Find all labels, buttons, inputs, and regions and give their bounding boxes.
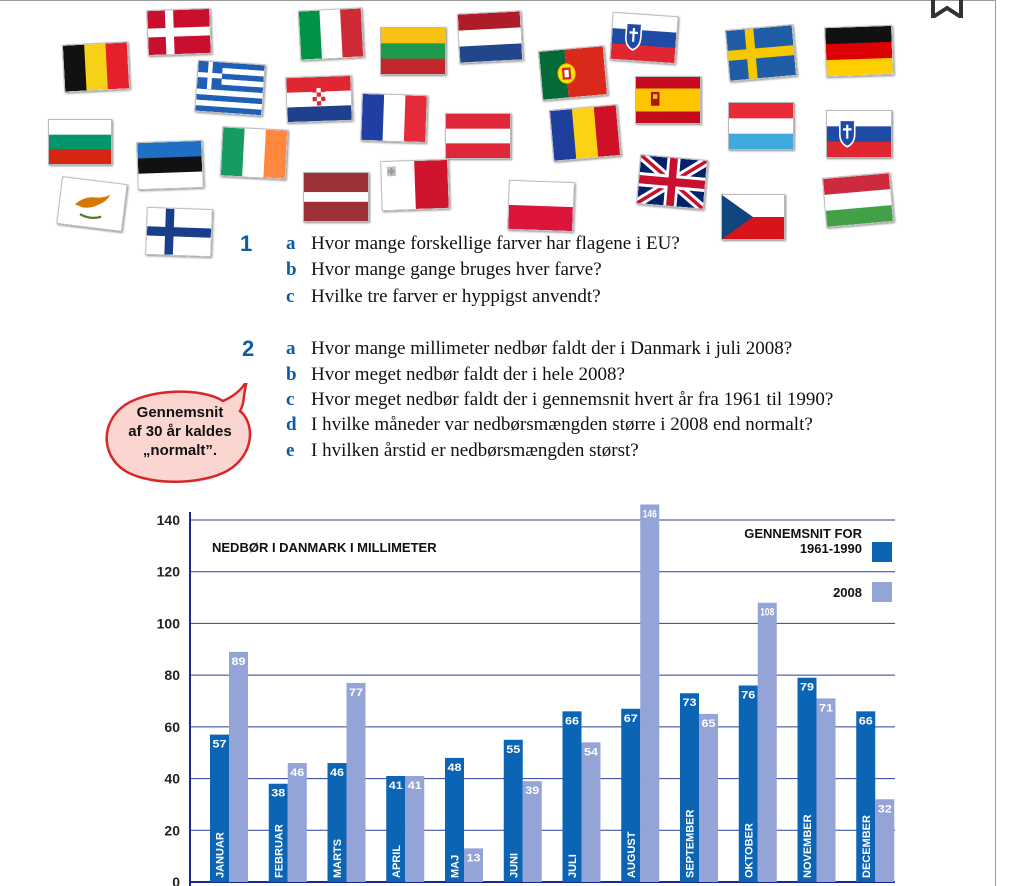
top-border	[0, 0, 995, 1]
question-letter: b	[286, 364, 297, 385]
flag-sweden	[725, 24, 797, 82]
month-label: OKTOBER	[743, 823, 756, 878]
question-letter: a	[286, 338, 296, 359]
y-tick-label: 0	[172, 874, 180, 886]
value-label: 89	[231, 655, 246, 668]
bubble-text	[105, 403, 255, 460]
bar-2008	[229, 652, 248, 882]
y-tick-label: 80	[164, 667, 180, 684]
bar-2008	[817, 698, 836, 882]
y-tick-label: 120	[156, 563, 180, 580]
question-text: Hvor meget nedbør faldt der i hele 2008?	[311, 364, 625, 385]
question-text: Hvor mange gange bruges hver farve?	[311, 259, 602, 280]
value-label: 38	[271, 787, 286, 800]
legend-label: GENNEMSNIT FOR	[744, 526, 862, 541]
flag-netherlands	[457, 10, 524, 63]
flag-latvia	[303, 172, 369, 222]
speech-bubble	[105, 383, 255, 483]
month-label: MAJ	[449, 854, 462, 878]
flag-italy	[298, 7, 365, 60]
bar-2008	[347, 683, 366, 882]
y-tick-label: 20	[164, 822, 180, 839]
flag-cyprus	[56, 176, 127, 232]
value-label: 71	[819, 702, 833, 715]
flag-belgium	[62, 41, 130, 92]
value-label: 39	[525, 785, 540, 798]
y-tick-label: 100	[156, 615, 180, 632]
flag-romania	[549, 104, 621, 162]
value-label: 108	[760, 606, 775, 619]
bubble-line: „normalt”.	[142, 442, 218, 459]
flag-spain	[635, 76, 701, 124]
question-text: Hvor mange forskellige farver har flagene i EU?	[311, 233, 680, 254]
flag-slovenia	[609, 12, 678, 64]
flag-estonia	[136, 140, 204, 190]
flag-portugal	[538, 45, 608, 101]
question-letter: d	[286, 414, 297, 435]
flag-czech-republic	[721, 194, 785, 240]
legend-swatch	[872, 582, 892, 602]
value-label: 46	[290, 767, 305, 780]
flag-finland	[145, 207, 213, 257]
flag-slovakia	[826, 110, 892, 158]
month-label: DECEMBER	[860, 815, 873, 878]
flag-united-kingdom	[636, 154, 708, 210]
bar-2008	[699, 714, 718, 882]
value-label: 146	[642, 508, 657, 521]
bubble-line: af 30 år kaldes	[128, 423, 232, 440]
flag-croatia	[285, 75, 353, 123]
month-label: FEBRUAR	[273, 824, 286, 878]
flag-poland	[507, 180, 575, 232]
month-label: AUGUST	[625, 831, 638, 878]
question-number: 2	[242, 336, 255, 361]
month-label: NOVEMBER	[802, 814, 814, 878]
month-label: JANUAR	[214, 832, 227, 878]
y-tick-label: 40	[164, 770, 180, 787]
month-label: JUNI	[508, 852, 521, 878]
precipitation-chart	[140, 500, 900, 886]
bar-2008	[640, 504, 659, 882]
question-text: I hvilken årstid er nedbørsmængden størst?	[311, 440, 639, 461]
value-label: 48	[447, 761, 462, 774]
question-letter: e	[286, 440, 295, 461]
legend-label: 2008	[833, 585, 862, 600]
value-label: 41	[388, 779, 403, 792]
flag-hungary	[822, 172, 894, 228]
value-label: 57	[212, 738, 227, 751]
month-label: SEPTEMBER	[684, 809, 697, 878]
question-number: 1	[240, 231, 253, 256]
value-label: 41	[407, 779, 422, 792]
bubble-line: Gennemsnit	[136, 404, 224, 421]
bar-2008	[288, 763, 307, 882]
legend-swatch	[872, 542, 892, 562]
flag-germany	[824, 25, 894, 77]
bookmark-icon[interactable]	[930, 0, 964, 18]
value-label: 65	[701, 717, 716, 730]
flag-bulgaria	[48, 119, 112, 165]
flag-lithuania	[380, 27, 446, 75]
question-letter: c	[286, 389, 295, 410]
flag-luxembourg	[728, 102, 794, 150]
flag-greece	[194, 60, 265, 117]
page-edge	[995, 0, 996, 886]
flag-austria	[445, 113, 511, 159]
question-text: Hvilke tre farver er hyppigst anvendt?	[311, 286, 601, 307]
chart-title: NEDBØR I DANMARK I MILLIMETER	[212, 540, 437, 555]
month-label: MARTS	[332, 838, 344, 878]
value-label: 67	[623, 712, 638, 725]
value-label: 32	[877, 803, 892, 816]
month-label: APRIL	[390, 845, 403, 878]
month-label: JULI	[567, 854, 579, 878]
value-label: 66	[565, 715, 579, 728]
value-label: 46	[330, 767, 344, 780]
flag-denmark	[146, 8, 212, 56]
value-label: 77	[349, 686, 363, 699]
question-text: I hvilke måneder var nedbørsmængden større i 2008 end normalt?	[311, 414, 813, 435]
value-label: 13	[466, 852, 481, 865]
question-letter: a	[286, 233, 296, 254]
flag-ireland	[220, 126, 289, 179]
question-text: Hvor meget nedbør faldt der i gennemsnit hvert år fra 1961 til 1990?	[311, 389, 834, 410]
value-label: 73	[682, 697, 697, 710]
question-letter: b	[286, 259, 297, 280]
value-label: 76	[741, 689, 756, 702]
value-label: 66	[858, 715, 873, 728]
y-tick-label: 60	[164, 718, 180, 735]
flag-france	[360, 93, 428, 143]
y-tick-label: 140	[156, 512, 180, 528]
question-text: Hvor mange millimeter nedbør faldt der i Danmark i juli 2008?	[311, 338, 793, 359]
bar-2008	[582, 742, 601, 882]
value-label: 55	[506, 743, 521, 756]
legend-label: 1961-1990	[799, 541, 862, 556]
question-letter: c	[286, 286, 295, 307]
value-label: 79	[800, 681, 814, 694]
value-label: 54	[584, 746, 599, 759]
bar-2008	[758, 603, 777, 882]
flag-malta	[380, 159, 450, 211]
